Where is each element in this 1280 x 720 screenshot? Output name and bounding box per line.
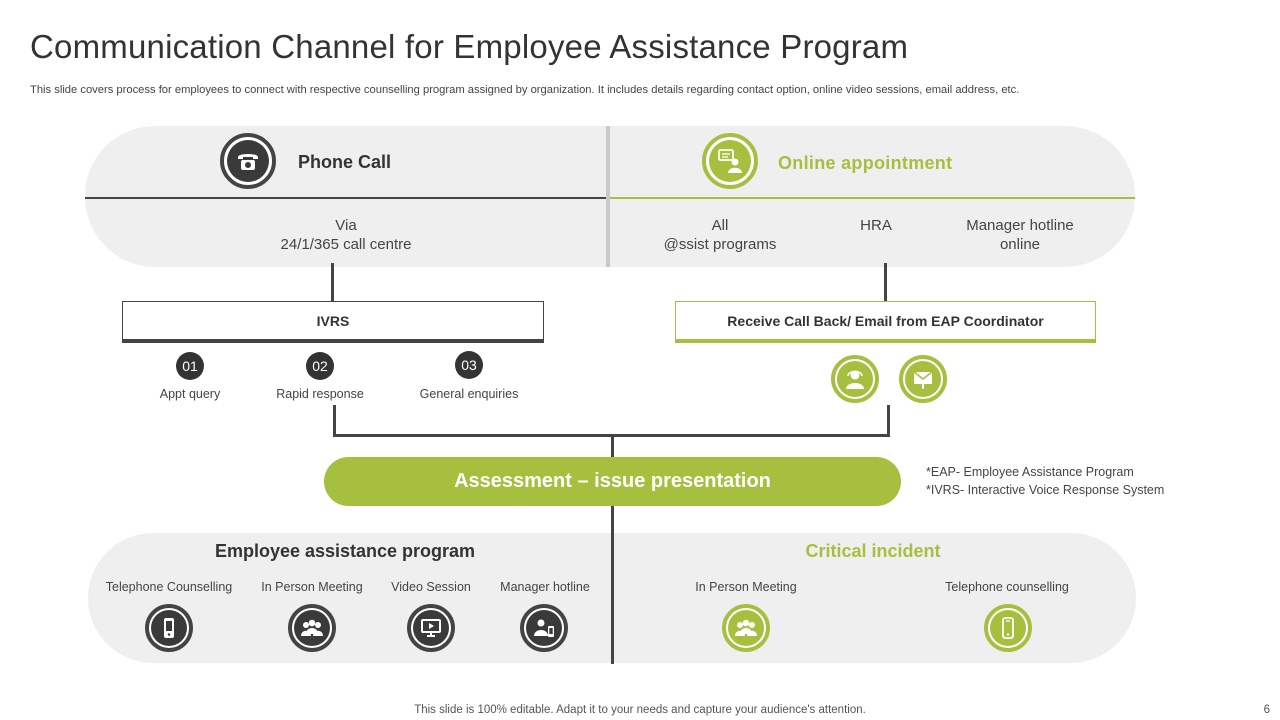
phone-divider <box>85 197 610 199</box>
manager-phone-icon <box>520 604 568 652</box>
connector-line <box>884 263 887 301</box>
assessment-label: Assessment – issue presentation <box>454 470 771 492</box>
phone-via-line2: 24/1/365 call centre <box>280 236 412 253</box>
ivrs-box <box>122 301 544 343</box>
eap-item-label: In Person Meeting <box>261 580 363 594</box>
mobile-phone-icon <box>984 604 1032 652</box>
online-option-line1: HRA <box>860 217 892 234</box>
online-chat-icon <box>702 133 758 189</box>
email-icon <box>899 355 947 403</box>
step-number-badge: 03 <box>455 351 483 379</box>
phone-call-heading: Phone Call <box>298 152 392 172</box>
assessment-banner <box>324 457 901 506</box>
coordinator-person-icon <box>831 355 879 403</box>
step-label: Appt query <box>159 387 221 401</box>
online-option-manager-hotline <box>940 216 1100 254</box>
critical-item-label: In Person Meeting <box>695 580 797 594</box>
eap-item-label: Telephone Counselling <box>105 580 233 594</box>
ivrs-abbreviation-note: *IVRS- Interactive Voice Response System <box>926 483 1165 497</box>
panel-separator <box>606 126 610 267</box>
online-appointment-heading: Online appointment <box>778 153 953 173</box>
connector-line <box>333 405 336 437</box>
eap-abbreviation-note: *EAP- Employee Assistance Program <box>926 465 1134 479</box>
telephone-icon <box>220 133 276 189</box>
step-number-badge: 01 <box>176 352 204 380</box>
critical-incident-heading: Critical incident <box>805 541 941 561</box>
group-meeting-icon <box>288 604 336 652</box>
connector-line <box>887 405 890 437</box>
callback-box-label: Receive Call Back/ Email from EAP Coordinator <box>727 312 1044 329</box>
group-meeting-icon <box>722 604 770 652</box>
step-label: Rapid response <box>276 387 364 401</box>
online-option-hra <box>826 216 926 235</box>
critical-item-label: Telephone counselling <box>945 580 1069 594</box>
center-vertical-line <box>611 506 614 664</box>
eap-item-label: Video Session <box>391 580 471 594</box>
slide-title: Communication Channel for Employee Assistance Program <box>30 28 909 65</box>
online-divider <box>610 197 1135 199</box>
ivrs-box-label: IVRS <box>316 312 350 329</box>
phone-via-line1: Via <box>335 217 357 234</box>
eap-heading: Employee assistance program <box>214 541 476 561</box>
online-option-line2: @ssist programs <box>663 236 777 253</box>
online-option-line2: online <box>999 236 1041 253</box>
page-number: 6 <box>1263 704 1270 716</box>
eap-item-label: Manager hotline <box>500 580 590 594</box>
step-label: General enquiries <box>419 387 519 401</box>
online-option-all-assist <box>640 216 800 254</box>
callback-box <box>675 301 1096 343</box>
phone-via-text <box>246 216 446 254</box>
slide-footer: This slide is 100% editable. Adapt it to your needs and capture your audience's attention. <box>414 704 866 716</box>
step-number-badge: 02 <box>306 352 334 380</box>
video-screen-icon <box>407 604 455 652</box>
connector-line <box>611 434 614 458</box>
online-option-line1: All <box>711 217 729 234</box>
mobile-phone-icon <box>145 604 193 652</box>
slide-subtitle: This slide covers process for employees to connect with respective counselling program assigned by organization. It includes details regarding contact option, online video sessions, email address, etc. <box>30 84 1020 96</box>
connector-line <box>331 263 334 301</box>
online-option-line1: Manager hotline <box>966 217 1074 234</box>
